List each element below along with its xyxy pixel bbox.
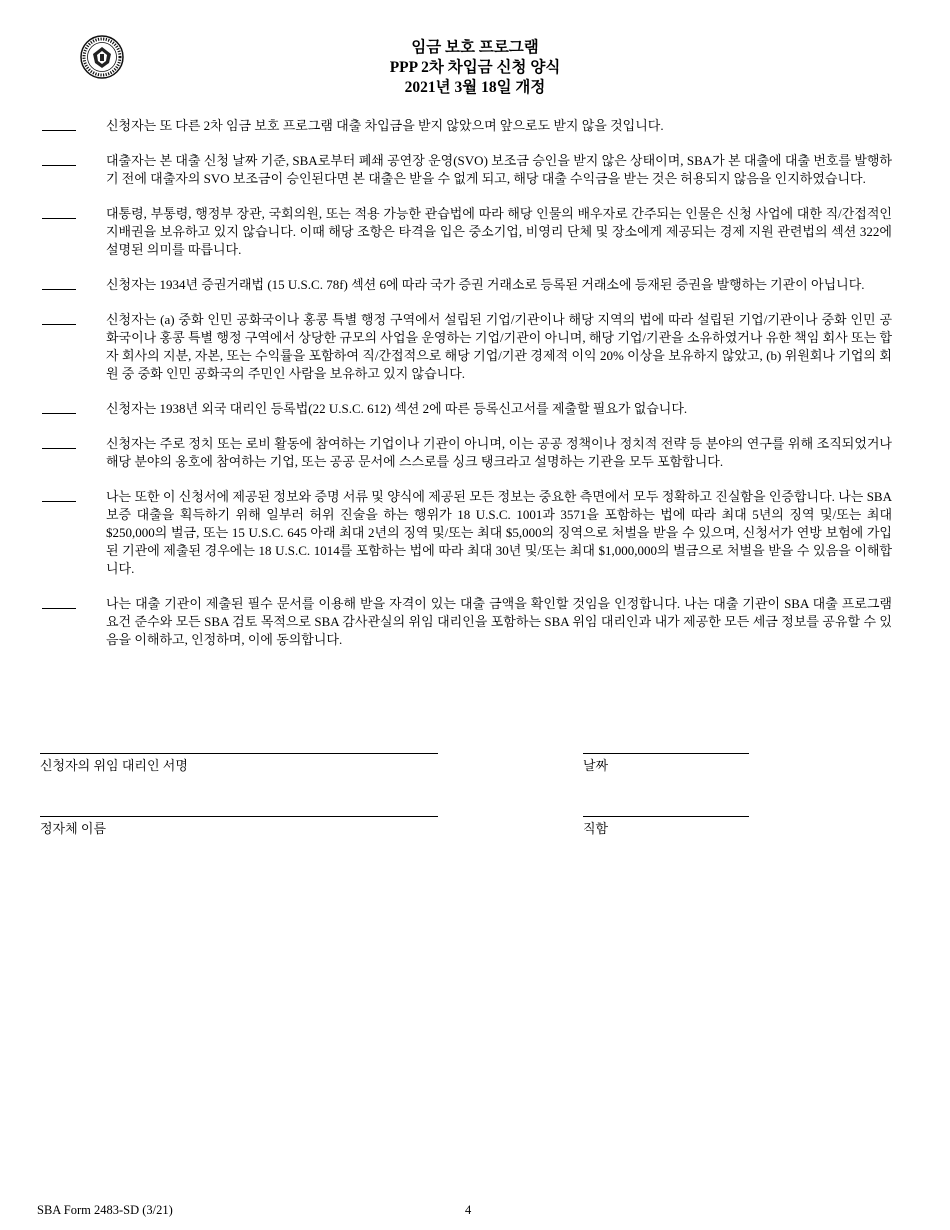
applicant-signature-label: 신청자의 위임 대리인 서명 (40, 758, 188, 773)
certification-item (42, 152, 892, 188)
page-number: 4 (465, 1203, 472, 1217)
form-header (0, 38, 950, 98)
initial-blank[interactable] (42, 413, 76, 414)
initial-blank[interactable] (42, 448, 76, 449)
certification-text: 신청자는 주로 정치 또는 로비 활동에 참여하는 기업이나 기관이 아니며, 이는 공공 정책이나 정치적 전략 등 분야의 연구를 위해 조직되었거나 해당 분야의 옹호에 참여하는 기업, 또는 공공 문서에 스스로를 싱크 탱크라고 설명하는 기관을 모두 포함합니다. (106, 436, 892, 469)
certification-item (42, 276, 892, 294)
program-title: 임금 보호 프로그램 (411, 39, 539, 56)
certification-item (42, 117, 892, 135)
certification-text: 나는 또한 이 신청서에 제공된 정보와 증명 서류 및 양식에 제공된 모든 정보는 중요한 측면에서 모두 정확하고 진실함을 인증합니다. 나는 SBA 보증 대출을 획득하기 위해 일부러 허위 진술을 하는 행위가 18 U.S.C. 1001과 3571을 포함하는 법에 따라 최대 5년의 징역 및/또는 최대 $250,000의 벌금, 또는 15 U.S.C. 645 아래 최대 2년의 징역 및/또는 최대 $5,000의 징역으로 처벌을 받을 수 있으며, 신청서가 연방 보험에 가입된 기관에 제출된 경우에는 18 U.S.C. 1014를 포함하는 법에 따라 최대 30년 및/또는 최대 $1,000,000의 벌금으로 처벌을 받을 수 있음을 이해합니다. (106, 489, 892, 576)
entity-name-label: 정자체 이름 (40, 821, 107, 836)
initial-blank[interactable] (42, 289, 76, 290)
title-field[interactable] (583, 798, 749, 837)
entity-name-field[interactable] (40, 798, 438, 837)
date-label: 날짜 (583, 758, 609, 773)
form-id: SBA Form 2483-SD (3/21) (37, 1203, 173, 1217)
entity-name-line[interactable] (40, 798, 438, 817)
certification-text: 대출자는 본 대출 신청 날짜 기준, SBA로부터 폐쇄 공연장 운영(SVO) 보조금 승인을 받지 않은 상태이며, SBA가 본 대출에 대출 번호를 발행하기 전에 대출자의 SVO 보조금이 승인된다면 본 대출은 받을 수 없게 되고, 해당 대출 수익금을 받는 것은 허용되지 않음을 인지하였습니다. (106, 153, 892, 186)
form-title: PPP 2차 차입금 신청 양식 (389, 59, 561, 76)
certification-text: 대통령, 부통령, 행정부 장관, 국회의원, 또는 적용 가능한 관습법에 따라 해당 인물의 배우자로 간주되는 인물은 신청 사업에 대한 직/간접적인 지배권을 보유하고 있지 않습니다. 이때 해당 조항은 타격을 입은 중소기업, 비영리 단체 및 장소에게 제공되는 경제 지원 관련법의 섹션 322에 설명된 의미를 따릅니다. (106, 206, 892, 257)
certification-item (42, 488, 892, 578)
initial-blank[interactable] (42, 608, 76, 609)
signature-line[interactable] (40, 735, 438, 754)
certification-text: 신청자는 (a) 중화 인민 공화국이나 홍콩 특별 행정 구역에서 설립된 기업/기관이나 해당 지역의 법에 따라 설립된 기업/기관이나 중화 인민 공화국이나 홍콩 특별 행정 구역에서 상당한 규모의 사업을 운영하는 기업/기관이 아니며, 해당 기업/기관을 소유하였거나 유한 책임 회사 또는 합자 회사의 지분, 자본, 또는 수익률을 포함하여 직/간접적으로 해당 기업/기관 경제적 이익 20% 이상을 보유하지 않았고, (b) 위원회나 기업의 회원 중 중화 인민 공화국의 주민인 사람을 보유하고 있지 않습니다. (106, 312, 892, 381)
certification-item (42, 595, 892, 649)
initial-blank[interactable] (42, 501, 76, 502)
applicant-signature-field[interactable] (40, 735, 438, 774)
initial-blank[interactable] (42, 165, 76, 166)
title-line[interactable] (583, 798, 749, 817)
date-line[interactable] (583, 735, 749, 754)
initial-blank[interactable] (42, 324, 76, 325)
date-field[interactable] (583, 735, 749, 774)
certification-item (42, 311, 892, 383)
certification-list (42, 117, 892, 666)
certification-text: 신청자는 1934년 증권거래법 (15 U.S.C. 78f) 섹션 6에 따라 국가 증권 거래소로 등록된 거래소에 등재된 증권을 발행하는 기관이 아닙니다. (106, 277, 865, 292)
initial-blank[interactable] (42, 218, 76, 219)
certification-text: 신청자는 1938년 외국 대리인 등록법(22 U.S.C. 612) 섹션 2에 따른 등록신고서를 제출할 필요가 없습니다. (106, 401, 688, 416)
certification-text: 나는 대출 기관이 제출된 필수 문서를 이용해 받을 자격이 있는 대출 금액을 확인할 것임을 인정합니다. 나는 대출 기관이 SBA 대출 프로그램 요건 준수와 모든 SBA 검토 목적으로 SBA 감사관실의 위임 대리인을 포함하는 SBA 위임 대리인과 내가 제공한 모든 세금 정보를 공유할 수 있음을 이해하고, 인정하며, 이에 동의합니다. (106, 596, 892, 647)
certification-item (42, 205, 892, 259)
certification-item (42, 435, 892, 471)
initial-blank[interactable] (42, 130, 76, 131)
title-label: 직함 (583, 821, 609, 836)
certification-item (42, 400, 892, 418)
certification-text: 신청자는 또 다른 2차 임금 보호 프로그램 대출 차입금을 받지 않았으며 앞으로도 받지 않을 것입니다. (106, 118, 664, 133)
revision-date: 2021년 3월 18일 개정 (404, 79, 546, 96)
